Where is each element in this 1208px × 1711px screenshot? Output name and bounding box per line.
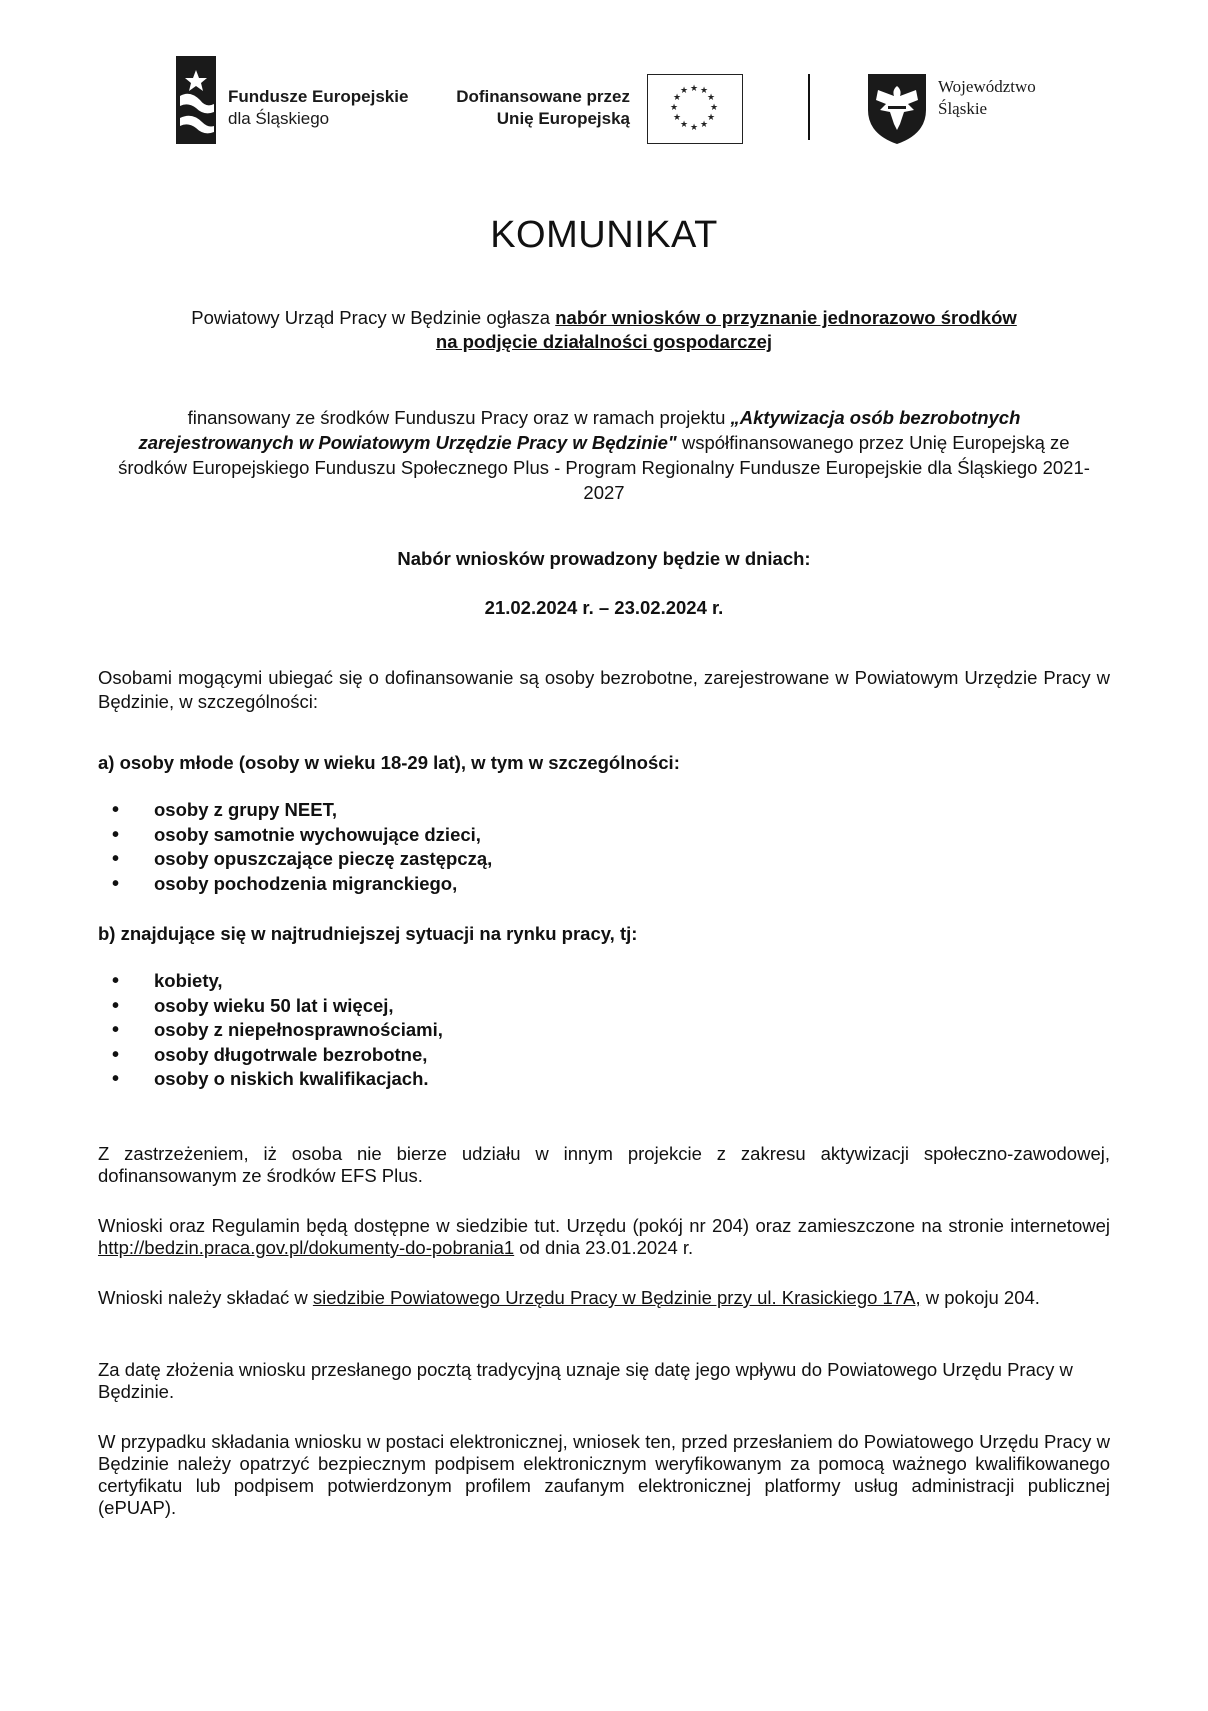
group-b-list <box>98 969 443 1092</box>
fe-emblem-icon <box>176 56 222 146</box>
submission-place: siedzibie Powiatowego Urzędu Pracy w Będzinie przy ul. Krasickiego 17A, <box>312 1287 921 1308</box>
list-item: • osoby opuszczające pieczę zastępczą, <box>98 847 492 872</box>
list-item: • osoby o niskich kwalifikacjach. <box>98 1067 443 1092</box>
group-b-heading: b) znajdujące się w najtrudniejszej sytuacji na rynku pracy, tj: <box>98 923 638 944</box>
financing-paragraph <box>118 405 1090 505</box>
intro-subject-line2: na podjęcie działalności gospodarczej <box>435 331 773 352</box>
svg-text:★: ★ <box>709 103 719 113</box>
intro-paragraph <box>110 306 1098 354</box>
list-item: • osoby z niepełnosprawnościami, <box>98 1018 443 1043</box>
svg-text:★: ★ <box>689 84 699 94</box>
fe-logo-line1: Fundusze Europejskie <box>228 87 409 106</box>
group-a-heading: a) osoby młode (osoby w wieku 18-29 lat), w tym w szczególności: <box>98 752 680 773</box>
intro-lead: Powiatowy Urząd Pracy w Będzinie ogłasza <box>191 307 556 328</box>
header-divider <box>808 74 810 140</box>
financing-part2: współfinansowanego przez Unię Europejską ze środków Europejskiego Funduszu Społecznego Plus - Program Regionalny Fundusze Europejskie dla Śląskiego 2021-2027 <box>118 432 1090 503</box>
submission-paragraph <box>98 1287 1110 1309</box>
submission-part1: Wnioski należy składać w <box>98 1287 313 1308</box>
availability-paragraph <box>98 1215 1110 1259</box>
list-item: • kobiety, <box>98 969 443 994</box>
eligibility-paragraph: Osobami mogącymi ubiegać się o dofinansowanie są osoby bezrobotne, zarejestrowane w Powiatowym Urzędzie Pracy w Będzinie, w szczególności: <box>98 667 1110 712</box>
svg-text:★: ★ <box>679 120 689 130</box>
list-item: • osoby samotnie wychowujące dzieci, <box>98 823 492 848</box>
svg-text:★: ★ <box>689 123 699 133</box>
eu-logo <box>450 70 750 150</box>
fe-logo <box>176 56 436 146</box>
fe-logo-line2: dla Śląskiego <box>228 109 330 128</box>
svg-text:★: ★ <box>706 93 716 103</box>
region-logo <box>866 70 1066 150</box>
eu-logo-line1: Dofinansowane przez <box>456 87 630 106</box>
submission-part2: w pokoju 204. <box>920 1287 1040 1308</box>
availability-part1: Wnioski oraz Regulamin będą dostępne w siedzibie tut. Urzędu (pokój nr 204) oraz zamieszczone na stronie internetowej <box>98 1215 1110 1236</box>
list-item: • osoby długotrwale bezrobotne, <box>98 1043 443 1068</box>
svg-text:★: ★ <box>679 86 689 96</box>
group-a-list <box>98 798 492 896</box>
svg-text:★: ★ <box>699 120 709 130</box>
reservation-paragraph: Z zastrzeżeniem, iż osoba nie bierze udziału w innym projekcie z zakresu aktywizacji społeczno-zawodowej, dofinansowanym ze środków EFS Plus. <box>98 1143 1110 1186</box>
svg-text:★: ★ <box>699 86 709 96</box>
recruitment-dates: 21.02.2024 r. – 23.02.2024 r. <box>484 597 724 618</box>
list-item: • osoby z grupy NEET, <box>98 798 492 823</box>
region-logo-line2: Śląskie <box>938 99 988 118</box>
page-title: KOMUNIKAT <box>490 214 718 256</box>
svg-text:★: ★ <box>706 113 716 123</box>
postal-paragraph: Za datę złożenia wniosku przesłanego pocztą tradycyjną uznaje się datę jego wpływu do Powiatowego Urzędu Pracy w Będzinie. <box>98 1359 1073 1402</box>
svg-text:★: ★ <box>672 93 682 103</box>
list-item: • osoby pochodzenia migranckiego, <box>98 872 492 897</box>
eu-flag-icon <box>647 74 743 144</box>
eu-logo-line2: Unię Europejską <box>496 109 630 128</box>
project-name: „Aktywizacja osób bezrobotnych zarejestrowanych w Powiatowym Urzędzie Pracy w Będzinie" <box>138 407 1021 453</box>
svg-text:★: ★ <box>672 113 682 123</box>
svg-text:★: ★ <box>669 103 679 113</box>
eagle-shield-icon <box>866 70 928 146</box>
documents-link[interactable]: http://bedzin.praca.gov.pl/dokumenty-do-pobrania1 <box>98 1237 515 1258</box>
availability-part2: od dnia 23.01.2024 r. <box>514 1237 694 1258</box>
recruitment-label: Nabór wniosków prowadzony będzie w dniach: <box>397 548 811 569</box>
region-logo-line1: Województwo <box>938 77 1036 96</box>
intro-subject-line1: nabór wniosków o przyznanie jednorazowo środków <box>555 307 1017 328</box>
list-item: • osoby wieku 50 lat i więcej, <box>98 994 443 1019</box>
financing-part1: finansowany ze środków Funduszu Pracy oraz w ramach projektu <box>187 407 731 428</box>
electronic-paragraph: W przypadku składania wniosku w postaci elektronicznej, wniosek ten, przed przesłaniem do Powiatowego Urzędu Pracy w Będzinie należy opatrzyć bezpiecznym podpisem elektronicznym weryfikowanym za pomocą ważnego kwalifikowanego certyfikatu lub podpisem potwierdzonym profilem zaufanym elektronicznej platformy usług administracji publicznej (ePUAP). <box>98 1431 1110 1518</box>
